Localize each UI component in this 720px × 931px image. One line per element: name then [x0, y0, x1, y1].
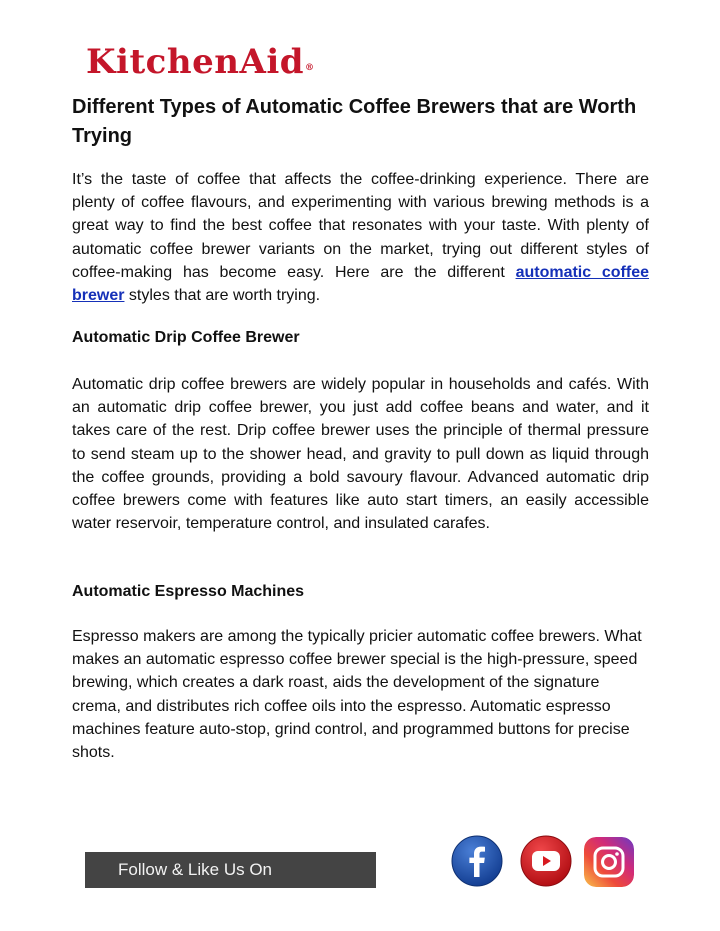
section-body-espresso: Espresso makers are among the typically pricier automatic coffee brewers. What makes an automatic espresso coffee brewer special is the high-pressure, speed brewing, which creates a dark roast, aids the development of the signature crema, and distributes rich coffee oils into the espresso. Automatic espresso machines feature auto-stop, grind control, and programmed buttons for precise shots. [72, 628, 642, 762]
article-title: Different Types of Automatic Coffee Brewers that are Worth Trying [72, 96, 637, 147]
logo-text: KitchenAid [86, 42, 305, 82]
instagram-icon[interactable] [584, 837, 634, 887]
section-body-drip: Automatic drip coffee brewers are widely popular in households and cafés. With an automatic drip coffee brewer, you just add coffee beans and water, and it takes care of the rest. Drip coffee brewer uses the principle of thermal pressure to send steam up to the shower head, and gravity to pull down as liquid through the coffee grounds, providing a bold savoury flavour. Advanced automatic drip coffee brewers come with features like auto start timers, an easily accessible water reservoir, temperature control, and insulated carafes. [72, 376, 649, 533]
intro-paragraph [72, 168, 649, 307]
kitchenaid-logo [86, 42, 315, 82]
follow-banner [85, 852, 376, 888]
follow-label: Follow & Like Us On [118, 860, 272, 879]
intro-text: It’s the taste of coffee that affects the coffee-drinking experience. There are plenty of coffee flavours, and experimenting with various brewing methods is a great way to find the best coffee that resonates with your taste. With plenty of automatic coffee brewer variants on the market, trying out different styles of coffee-making has become easy. Here are the different [72, 171, 649, 281]
registered-mark: ® [305, 63, 315, 73]
youtube-icon[interactable] [520, 835, 572, 887]
section-heading-espresso: Automatic Espresso Machines [72, 583, 305, 600]
intro-text-end: styles that are worth trying. [124, 287, 321, 305]
section-heading-drip: Automatic Drip Coffee Brewer [72, 329, 300, 346]
facebook-icon[interactable] [451, 835, 503, 887]
automatic-coffee-brewer-link[interactable]: automatic coffee brewer [72, 263, 650, 305]
